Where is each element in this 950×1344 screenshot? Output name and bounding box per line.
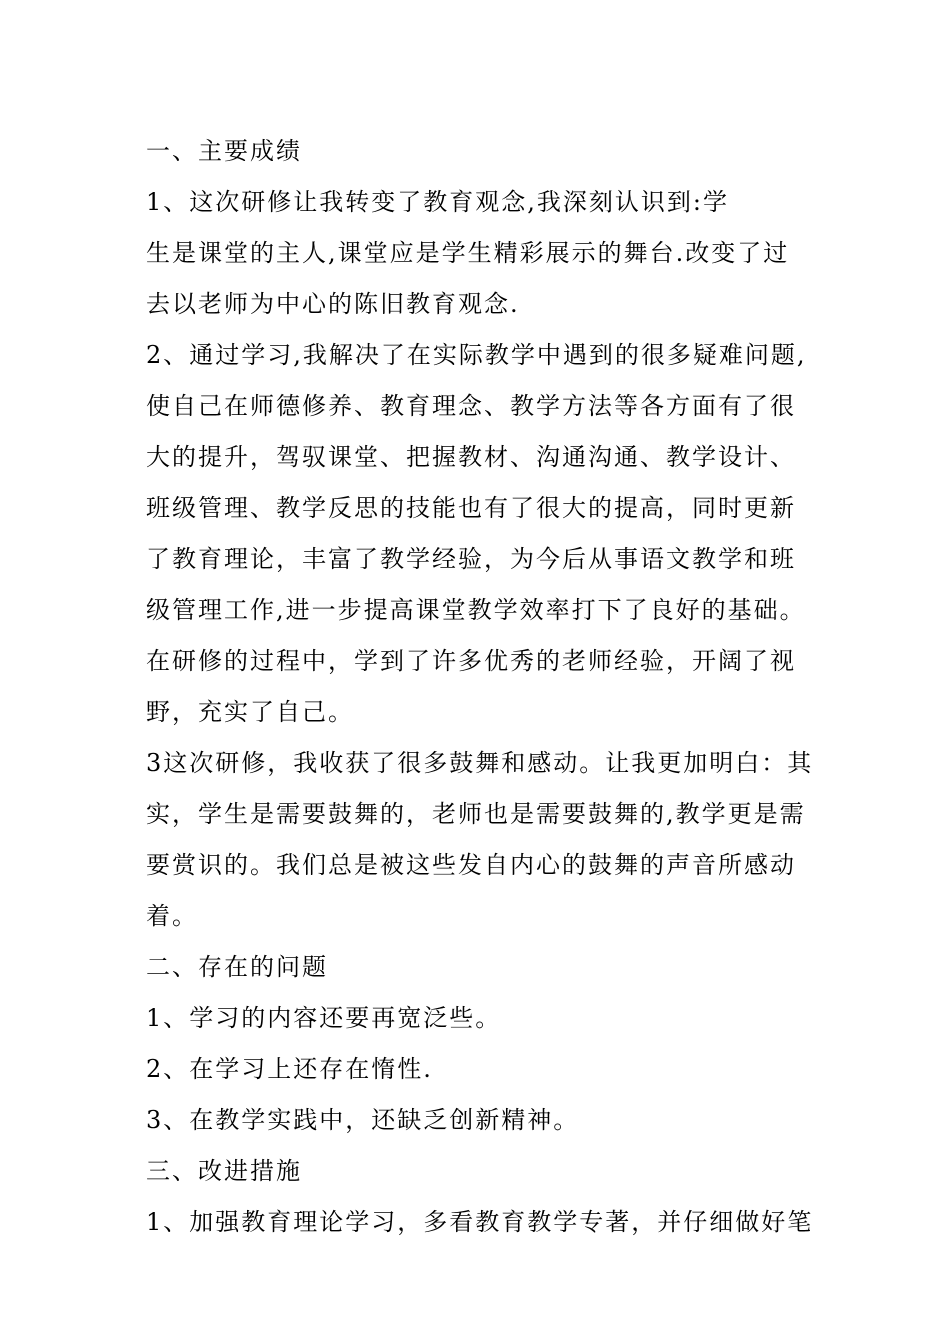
paragraph-line: 班级管理、教学反思的技能也有了很大的提高，同时更新 — [146, 494, 796, 522]
paragraph-line: 着。 — [146, 902, 198, 930]
paragraph-line: 1、这次研修让我转变了教育观念,我深刻认识到:学 — [146, 188, 729, 216]
paragraph-line: 了教育理论，丰富了教学经验，为今后从事语文教学和班 — [146, 545, 796, 573]
list-item: 2、在学习上还存在惰性. — [146, 1055, 433, 1083]
paragraph-line: 野，充实了自己。 — [146, 698, 354, 726]
paragraph-line: 使自己在师德修养、教育理念、教学方法等各方面有了很 — [146, 392, 796, 420]
list-item: 1、学习的内容还要再宽泛些。 — [146, 1004, 502, 1032]
paragraph-line: 级管理工作,进一步提高课堂教学效率打下了良好的基础。 — [146, 596, 806, 624]
paragraph-line: 要赏识的。我们总是被这些发自内心的鼓舞的声音所感动 — [146, 851, 796, 879]
paragraph-line: 2、通过学习,我解决了在实际教学中遇到的很多疑难问题, — [146, 341, 807, 369]
paragraph-line: 实，学生是需要鼓舞的，老师也是需要鼓舞的,教学更是需 — [146, 800, 806, 828]
list-item: 1、加强教育理论学习，多看教育教学专著，并仔细做好笔 — [146, 1208, 814, 1236]
paragraph-line: 生是课堂的主人,课堂应是学生精彩展示的舞台.改变了过 — [146, 239, 790, 267]
section-heading-achievements: 一、主要成绩 — [146, 137, 302, 165]
paragraph-line: 3这次研修，我收获了很多鼓舞和感动。让我更加明白：其 — [146, 749, 814, 777]
paragraph-line: 在研修的过程中，学到了许多优秀的老师经验，开阔了视 — [146, 647, 796, 675]
section-heading-improvements: 三、改进措施 — [146, 1157, 302, 1185]
section-heading-problems: 二、存在的问题 — [146, 953, 328, 981]
paragraph-line: 去以老师为中心的陈旧教育观念. — [146, 290, 520, 318]
paragraph-line: 大的提升，驾驭课堂、把握教材、沟通沟通、教学设计、 — [146, 443, 796, 471]
list-item: 3、在教学实践中，还缺乏创新精神。 — [146, 1106, 580, 1134]
document-body — [146, 126, 826, 1248]
